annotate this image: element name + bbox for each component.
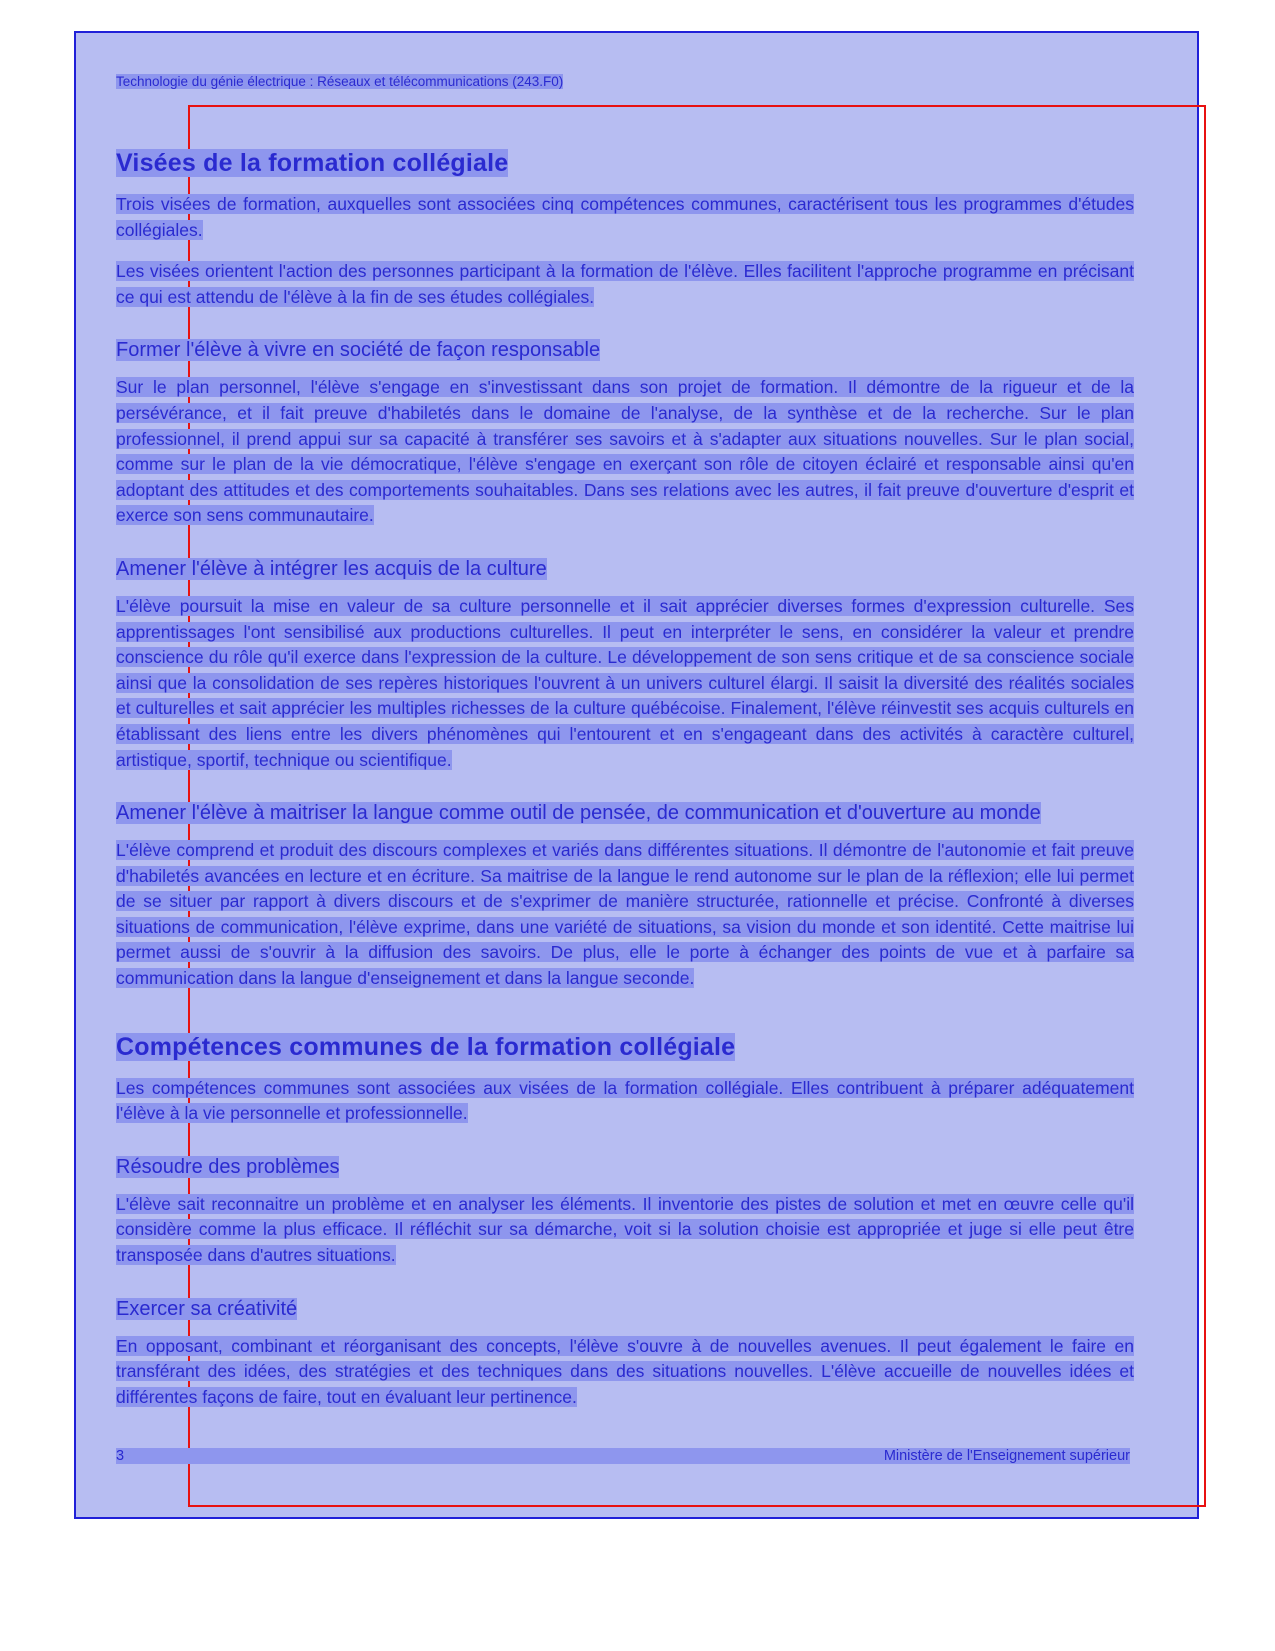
document-header-text: Technologie du génie électrique : Réseaux et télécommunications (243.F0)	[116, 74, 564, 89]
footer-ministry-label: Ministère de l'Enseignement supérieur	[883, 1448, 1130, 1464]
paragraph-text: Les visées orientent l'action des personnes participant à la formation de l'élève. Elles facilitent l'approche programme en précisant ce qui est attendu de l'élève à la fin de ses études collégiales.	[116, 261, 1134, 307]
paragraph	[116, 838, 1134, 992]
paragraph-text: L'élève poursuit la mise en valeur de sa culture personnelle et il sait apprécier diverses formes d'expression culturelle. Ses apprentissages l'ont sensibilisé aux productions culturelles. Il peut en interpréter le sens, en considérer la valeur et prendre conscience du rôle qu'il exerce dans l'expression de la culture. Le développement de son sens critique et de sa conscience sociale ainsi que la consolidation de ses repères historiques l'ouvrent à un univers culturel élargi. Il saisit la diversité des réalités sociales et culturelles et sait apprécier les multiples richesses de la culture québécoise. Finalement, l'élève réinvestit ses acquis culturels en établissant des liens entre les divers phénomènes qui l'entourent et en s'engageant dans des activités à caractère culturel, artistique, sportif, technique ou scientifique.	[116, 595, 1134, 770]
section-heading-maitriser-langue	[116, 801, 1134, 826]
paragraph	[116, 1076, 1134, 1127]
section-heading-maitriser-langue-text: Amener l'élève à maitriser la langue comme outil de pensée, de communication et d'ouverture au monde	[116, 802, 1041, 825]
section-heading-former-eleve-text: Former l'élève à vivre en société de façon responsable	[116, 339, 601, 362]
footer-page-number: 3	[116, 1448, 144, 1464]
section-heading-former-eleve	[116, 338, 1134, 363]
paragraph	[116, 1192, 1134, 1269]
footer-spacer	[144, 1448, 884, 1464]
paragraph-text: Les compétences communes sont associées aux visées de la formation collégiale. Elles contribuent à préparer adéquatement l'élève à la vie personnelle et professionnelle.	[116, 1077, 1134, 1124]
document-header	[116, 74, 1134, 90]
paragraph-text: En opposant, combinant et réorganisant des concepts, l'élève s'ouvre à de nouvelles avenues. Il peut également le faire en transférant des idées, des stratégies et des techniques dans des situations nouvelles. L'élève accueille de nouvelles idées et différentes façons de faire, tout en évaluant leur pertinence.	[116, 1335, 1134, 1407]
paragraph	[116, 259, 1134, 310]
paragraph-text: Sur le plan personnel, l'élève s'engage en s'investissant dans son projet de formation. Il démontre de la rigueur et de la persévérance, et il fait preuve d'habiletés dans le domaine de l'analyse, de la synthèse et de la recherche. Sur le plan professionnel, il prend appui sur sa capacité à transférer ses savoirs et à s'adapter aux situations nouvelles. Sur le plan social, comme sur le plan de la vie démocratique, l'élève s'engage en exerçant son rôle de citoyen éclairé et responsable ainsi qu'en adoptant des attitudes et des comportements souhaitables. Dans ses relations avec les autres, il fait preuve d'ouverture d'esprit et exerce son sens communautaire.	[116, 377, 1134, 526]
paragraph-text: Trois visées de formation, auxquelles sont associées cinq compétences communes, caractérisent tous les programmes d'études collégiales.	[116, 194, 1134, 240]
section-heading-competences-communes	[116, 1032, 1134, 1062]
section-heading-visees	[116, 148, 1134, 178]
section-heading-exercer-creativite	[116, 1297, 1134, 1322]
paragraph-text: L'élève sait reconnaitre un problème et en analyser les éléments. Il inventorie des pistes de solution et met en œuvre celle qu'il considère comme la plus efficace. Il réfléchit sur sa démarche, voit si la solution choisie est appropriée et juge si elle peut être transposée dans d'autres situations.	[116, 1193, 1134, 1266]
document-body	[116, 74, 1134, 1424]
paragraph	[116, 375, 1134, 529]
section-heading-integrer-culture-text: Amener l'élève à intégrer les acquis de la culture	[116, 557, 547, 580]
section-heading-resoudre-problemes	[116, 1155, 1134, 1180]
section-heading-integrer-culture	[116, 557, 1134, 582]
section-heading-resoudre-problemes-text: Résoudre des problèmes	[116, 1155, 340, 1178]
document-footer	[116, 1448, 1130, 1464]
paragraph-text: L'élève comprend et produit des discours complexes et variés dans différentes situations. Il démontre de l'autonomie et fait preuve d'habiletés avancées en lecture et en écriture. Sa maitrise de la langue le rend autonome sur le plan de la réflexion; elle lui permet de se situer par rapport à divers discours et de s'exprimer de manière structurée, rationnelle et précise. Confronté à diverses situations de communication, l'élève exprime, dans une variété de situations, sa vision du monde et son identité. Cette maitrise lui permet aussi de s'ouvrir à la diffusion des savoirs. De plus, elle le porte à échanger des points de vue et à parfaire sa communication dans la langue d'enseignement et dans la langue seconde.	[116, 840, 1134, 989]
paragraph	[116, 192, 1134, 243]
section-heading-competences-communes-text: Compétences communes de la formation collégiale	[116, 1032, 736, 1061]
section-heading-exercer-creativite-text: Exercer sa créativité	[116, 1297, 298, 1320]
section-heading-visees-text: Visées de la formation collégiale	[116, 149, 509, 177]
paragraph	[116, 594, 1134, 773]
paragraph	[116, 1334, 1134, 1411]
